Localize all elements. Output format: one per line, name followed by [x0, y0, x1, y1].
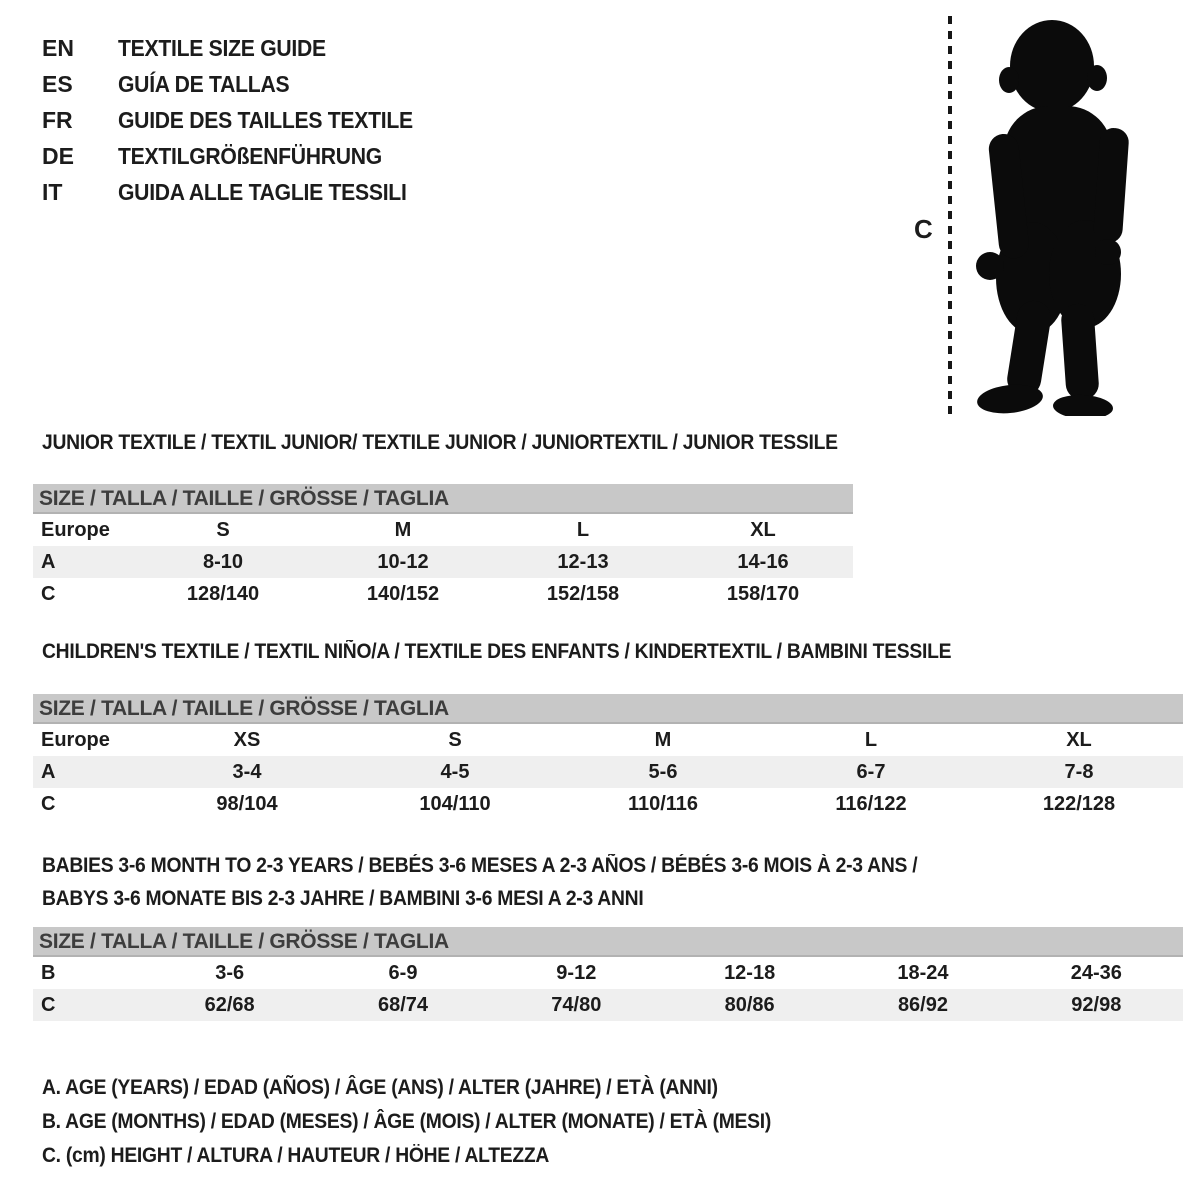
age-cell: 6-9: [388, 962, 418, 984]
size-cell: L: [864, 729, 878, 751]
language-guide-title: GUIDA ALLE TAGLIE TESSILI: [118, 179, 407, 205]
legend-line-b-text: B. AGE (MONTHS) / EDAD (MESES) / ÂGE (MOIS) / ALTER (MONATE) / ETÀ (MESI): [42, 1110, 772, 1133]
age-cell: 7-8: [1064, 761, 1094, 783]
size-cell: S: [448, 729, 462, 751]
height-cell: 128/140: [186, 583, 260, 605]
size-cell: S: [216, 519, 230, 541]
height-dashed-line: [948, 16, 952, 416]
babies-size-table: [33, 927, 1183, 1021]
legend-line-b: [42, 1105, 834, 1139]
size-cell: L: [576, 519, 590, 541]
height-measure-label: C: [914, 214, 933, 244]
height-cell: 152/158: [546, 583, 620, 605]
row-label: Europe: [41, 729, 110, 751]
language-guide-title: TEXTILGRÖßENFÜHRUNG: [118, 143, 382, 169]
table-row-age-months: [33, 957, 1183, 989]
age-cell: 24-36: [1070, 962, 1122, 984]
babies-section-title-line2: BABYS 3-6 MONATE BIS 2-3 JAHRE / BAMBINI 3-6 MESI A 2-3 ANNI: [42, 887, 644, 910]
row-label: C: [41, 793, 56, 815]
height-cell: 140/152: [366, 583, 440, 605]
height-cell: 158/170: [726, 583, 800, 605]
row-label: Europe: [41, 519, 110, 541]
language-code: FR: [42, 107, 73, 133]
size-cell: XL: [1066, 729, 1092, 751]
language-row-fr: [42, 102, 439, 138]
size-table-header: SIZE / TALLA / TAILLE / GRÖSSE / TAGLIA: [33, 694, 1183, 724]
junior-size-table: [33, 484, 853, 610]
height-cell: 80/86: [724, 994, 775, 1016]
age-cell: 18-24: [897, 962, 949, 984]
legend-line-a-text: A. AGE (YEARS) / EDAD (AÑOS) / ÂGE (ANS) / ALTER (JAHRE) / ETÀ (ANNI): [42, 1076, 718, 1099]
size-table-header: SIZE / TALLA / TAILLE / GRÖSSE / TAGLIA: [33, 927, 1183, 957]
language-code: DE: [42, 143, 74, 169]
table-row-height-cm: [33, 788, 1183, 820]
age-cell: 5-6: [648, 761, 678, 783]
babies-section-title: [42, 849, 993, 915]
language-row-it: [42, 174, 439, 210]
language-guide-title: GUIDE DES TAILLES TEXTILE: [118, 107, 413, 133]
legend-line-c: [42, 1139, 834, 1173]
height-cell: 98/104: [216, 793, 278, 815]
row-label: B: [41, 962, 56, 984]
size-cell: M: [654, 729, 672, 751]
height-cell: 92/98: [1071, 994, 1122, 1016]
row-label: A: [41, 551, 56, 573]
size-cell: M: [394, 519, 412, 541]
row-label: C: [41, 994, 56, 1016]
table-row-age-years: [33, 756, 1183, 788]
language-code: IT: [42, 179, 63, 205]
age-cell: 6-7: [856, 761, 886, 783]
height-cell: 104/110: [419, 793, 491, 815]
legend-line-a: [42, 1071, 834, 1105]
row-label: C: [41, 583, 56, 605]
size-table-header: SIZE / TALLA / TAILLE / GRÖSSE / TAGLIA: [33, 484, 853, 514]
height-cell: 122/128: [1042, 793, 1116, 815]
junior-section-title: [42, 431, 907, 455]
language-row-en: [42, 30, 439, 66]
height-cell: 110/116: [627, 793, 699, 815]
babies-section-title-line1: BABIES 3-6 MONTH TO 2-3 YEARS / BEBÉS 3-6 MESES A 2-3 AÑOS / BÉBÉS 3-6 MOIS À 2-3 ANS /: [42, 854, 918, 877]
row-label: A: [41, 761, 56, 783]
size-cell: XS: [233, 729, 261, 751]
children-section-title-text: CHILDREN'S TEXTILE / TEXTIL NIÑO/A / TEXTILE DES ENFANTS / KINDERTEXTIL / BAMBINI TESSILE: [42, 640, 952, 663]
age-cell: 14-16: [737, 551, 789, 573]
language-row-es: [42, 66, 439, 102]
junior-section-title-text: JUNIOR TEXTILE / TEXTIL JUNIOR/ TEXTILE JUNIOR / JUNIORTEXTIL / JUNIOR TESSILE: [42, 431, 838, 454]
children-section-title: [42, 640, 1030, 664]
table-row-height-cm: [33, 989, 1183, 1021]
table-row-europe: [33, 724, 1183, 756]
table-row-height-cm: [33, 578, 853, 610]
measurement-legend: [42, 1071, 834, 1173]
table-row-age-years: [33, 546, 853, 578]
height-cell: 116/122: [835, 793, 907, 815]
size-cell: XL: [750, 519, 776, 541]
age-cell: 9-12: [556, 962, 597, 984]
language-guide-title: TEXTILE SIZE GUIDE: [118, 35, 326, 61]
language-row-de: [42, 138, 439, 174]
toddler-silhouette-icon: [958, 16, 1140, 416]
language-code: EN: [42, 35, 74, 61]
age-cell: 4-5: [440, 761, 470, 783]
legend-line-c-text: C. (cm) HEIGHT / ALTURA / HAUTEUR / HÖHE / ALTEZZA: [42, 1144, 550, 1167]
language-title-list: [42, 30, 439, 210]
age-cell: 8-10: [202, 551, 244, 573]
table-row-europe: [33, 514, 853, 546]
height-cell: 62/68: [204, 994, 255, 1016]
age-cell: 10-12: [377, 551, 429, 573]
age-cell: 3-6: [215, 962, 245, 984]
age-cell: 12-13: [557, 551, 609, 573]
age-cell: 3-4: [232, 761, 262, 783]
height-cell: 86/92: [897, 994, 948, 1016]
children-size-table: [33, 694, 1183, 820]
height-cell: 68/74: [377, 994, 429, 1016]
height-cell: 74/80: [551, 994, 602, 1016]
language-code: ES: [42, 71, 73, 97]
language-guide-title: GUÍA DE TALLAS: [118, 71, 290, 97]
age-cell: 12-18: [724, 962, 776, 984]
